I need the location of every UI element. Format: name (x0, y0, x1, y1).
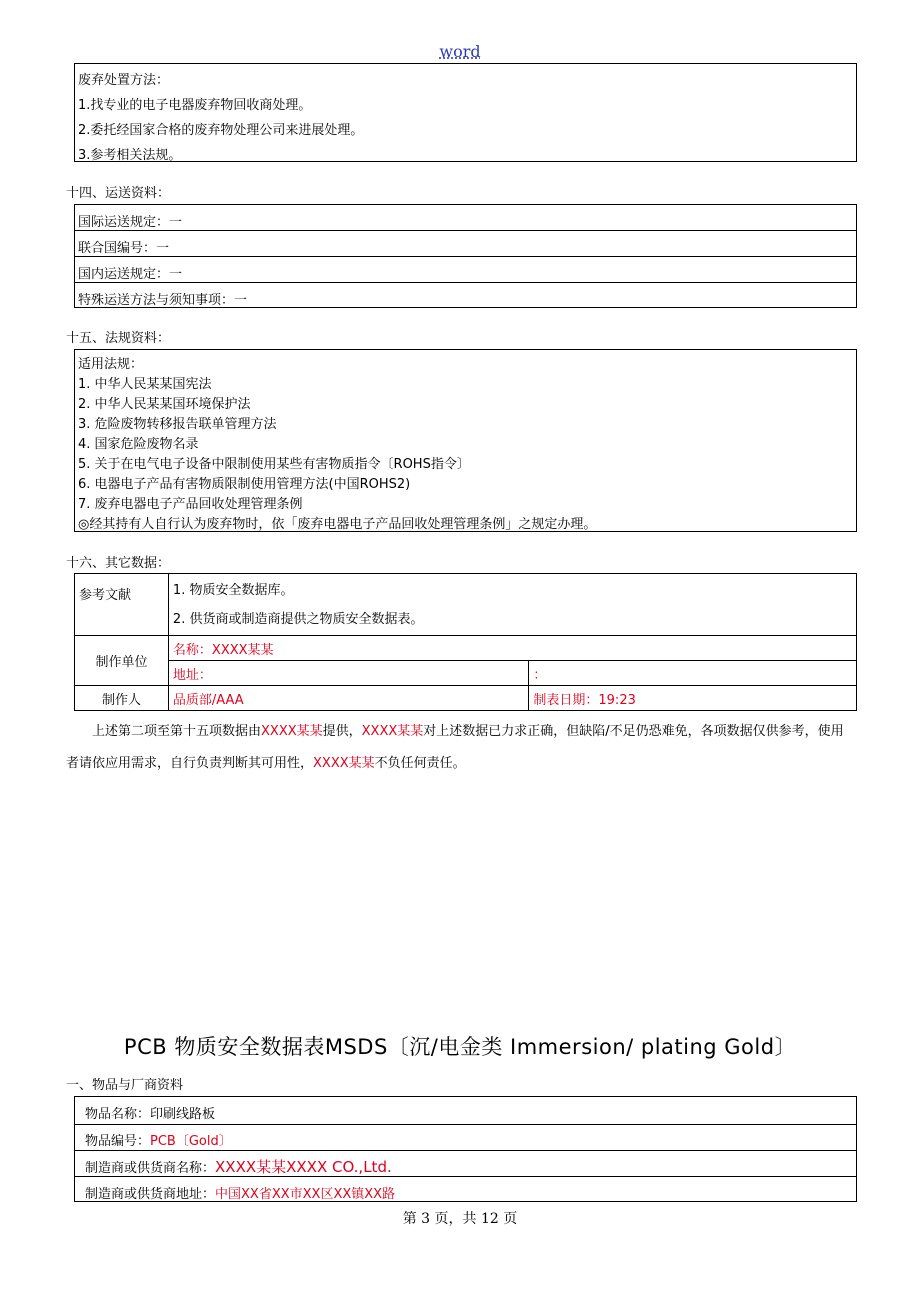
product-value: XXXX某某XXXX CO.,Ltd. (215, 1158, 392, 1176)
row-divider (75, 256, 856, 257)
transport-box (74, 204, 857, 308)
regulation-line: 5. 关于在电气电子设备中限制使用某些有害物质指令〔ROHS指令〕 (78, 457, 470, 472)
regulation-line: 7. 废弃电器电子产品回收处理管理条例 (78, 497, 303, 512)
regulation-line: 适用法规： (78, 357, 144, 372)
product-value: 印刷线路板 (150, 1107, 216, 1122)
product-row (85, 1183, 395, 1202)
regulation-line: ◎经其持有人自行认为废弃物时，依「废弃电器电子产品回收处理管理条例」之规定办理。 (78, 517, 597, 532)
row-divider (75, 1150, 856, 1151)
product-row (85, 1156, 392, 1177)
transport-heading: 十四、运送资料： (66, 186, 171, 201)
statement-company: XXXX某某 (261, 724, 323, 739)
transport-row: 特殊运送方法与须知事项：一 (78, 293, 248, 308)
product-info-box (74, 1096, 857, 1202)
disposal-box (74, 63, 857, 162)
page-footer: 第 3 页，共 12 页 (402, 1211, 518, 1227)
product-label: 物品编号： (85, 1134, 151, 1149)
reference-item: 1. 物质安全数据库。 (172, 583, 294, 598)
msds-section-heading: 一、物品与厂商资料 (66, 1078, 184, 1093)
author-value: 品质部/AAA (168, 686, 528, 711)
header-word: word (439, 42, 481, 61)
product-label: 制造商或供货商名称： (85, 1161, 216, 1176)
product-value: 中国XX省XX市XX区XX镇XX路 (215, 1187, 396, 1202)
statement-paragraph (66, 716, 856, 780)
transport-row: 联合国编号：一 (78, 241, 170, 256)
disposal-line: 废弃处置方法： (78, 73, 170, 88)
regulation-line: 4. 国家危险废物名录 (78, 437, 199, 452)
reference-label: 参考文献 (75, 574, 169, 636)
statement-text: 提供， (322, 724, 362, 739)
product-row (85, 1103, 215, 1122)
product-row (85, 1130, 232, 1149)
row-divider (75, 1176, 856, 1177)
statement-company: XXXX某某 (313, 756, 375, 771)
other-data-table (74, 573, 857, 711)
row-divider (75, 282, 856, 283)
statement-text: 对上述数据已力求正确，但缺陷/不足仍恐难免，各项数据仅供参考，使用者请依应用需求，自行负责判断其可用性， (66, 724, 844, 771)
regulation-line: 2. 中华人民某某国环境保护法 (78, 397, 251, 412)
row-divider (75, 1124, 856, 1125)
page-header (0, 42, 920, 61)
reference-item: 2. 供货商或制造商提供之物质安全数据表。 (172, 612, 424, 627)
statement-text: 不负任何责任。 (374, 756, 466, 771)
statement-text: 上述第二项至第十五项数据由 (92, 724, 262, 739)
transport-row: 国内运送规定：一 (78, 267, 183, 282)
statement-company: XXXX某某 (361, 724, 424, 739)
maker-address-colon: ： (529, 661, 857, 686)
maker-label: 制作单位 (75, 636, 169, 686)
reference-cell (168, 574, 856, 636)
disposal-line: 1.找专业的电子电器废弃物回收商处理。 (78, 98, 312, 113)
transport-row: 国际运送规定：一 (78, 215, 183, 230)
date-value: 制表日期：19:23 (529, 686, 857, 711)
product-label: 制造商或供货商地址： (85, 1187, 216, 1202)
disposal-line: 3.参考相关法规。 (78, 148, 182, 163)
disposal-line: 2.委托经国家合格的废弃物处理公司来进展处理。 (78, 123, 364, 138)
regulation-line: 3. 危险废物转移报告联单管理方法 (78, 417, 277, 432)
product-value: PCB〔Gold〕 (150, 1134, 232, 1149)
regulation-line: 1. 中华人民某某国宪法 (78, 377, 212, 392)
maker-address: 地址： (168, 661, 528, 686)
msds-title: PCB 物质安全数据表MSDS〔沉/电金类 Immersion/ plating Gold〕 (123, 1035, 797, 1059)
product-label: 物品名称： (85, 1107, 151, 1122)
regulations-box (74, 349, 857, 532)
row-divider (75, 230, 856, 231)
maker-name: 名称：XXXX某某 (168, 636, 856, 661)
author-label: 制作人 (75, 686, 169, 711)
regulations-heading: 十五、法规资料： (66, 331, 171, 346)
regulation-line: 6. 电器电子产品有害物质限制使用管理方法(中国ROHS2) (78, 477, 411, 492)
other-heading: 十六、其它数据： (66, 556, 171, 571)
